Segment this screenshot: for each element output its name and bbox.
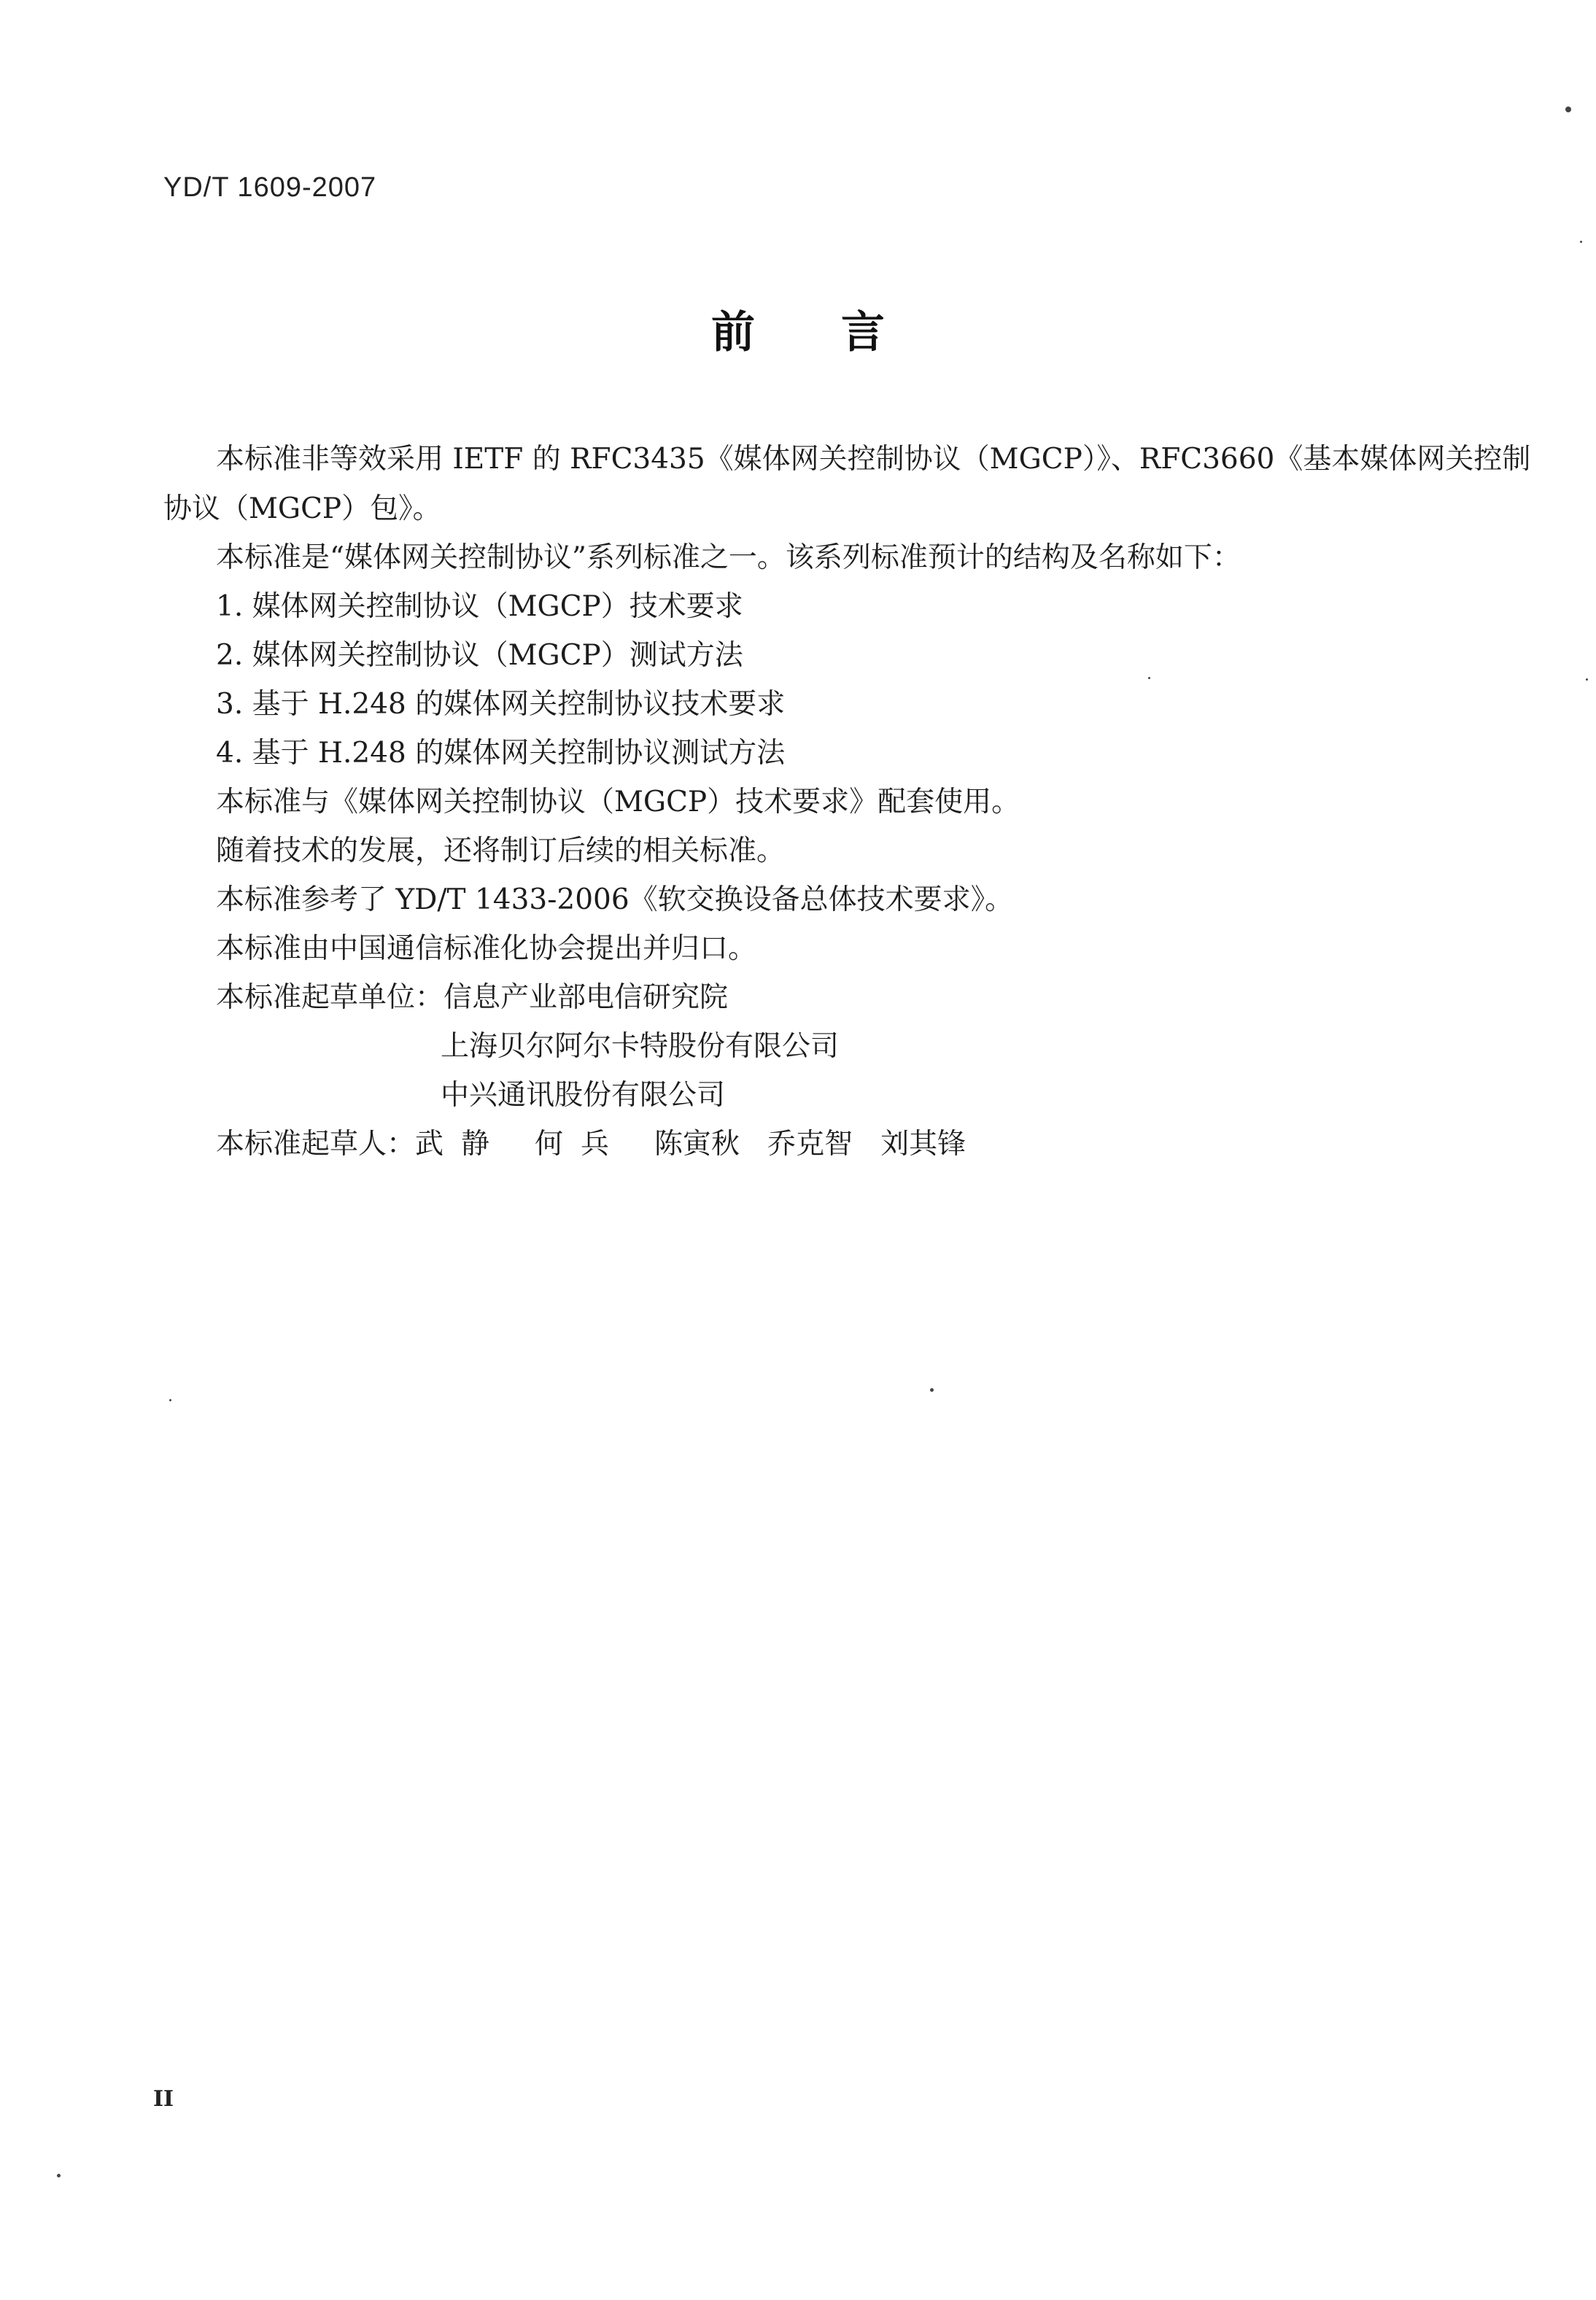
intro-paragraph-line-1: 本标准非等效采用 IETF 的 RFC3435《媒体网关控制协议（MGCP）》、RFC3660《基本媒体网关控制	[216, 443, 1531, 476]
drafters-label: 本标准起草人：	[216, 1128, 416, 1161]
drafting-units-label: 本标准起草单位：	[216, 981, 444, 1014]
drafting-units-line	[216, 976, 728, 1020]
page-number: II	[153, 2086, 174, 2112]
scan-speck	[1586, 678, 1588, 681]
drafter-name: 武静	[415, 1128, 508, 1161]
future-statement: 随着技术的发展，还将制订后续的相关标准。	[216, 835, 786, 867]
scan-speck	[1580, 241, 1582, 243]
series-item-4: 4. 基于 H.248 的媒体网关控制协议测试方法	[216, 737, 786, 770]
intro-paragraph-line-2: 协议（MGCP）包》。	[163, 492, 441, 525]
series-item-1: 1. 媒体网关控制协议（MGCP）技术要求	[216, 590, 743, 623]
drafter-name: 乔克智	[767, 1128, 853, 1161]
drafting-unit-2: 上海贝尔阿尔卡特股份有限公司	[441, 1030, 840, 1063]
series-intro: 本标准是“媒体网关控制协议”系列标准之一。该系列标准预计的结构及名称如下：	[216, 541, 1241, 574]
series-item-3: 3. 基于 H.248 的媒体网关控制协议技术要求	[216, 688, 786, 721]
proposer-statement: 本标准由中国通信标准化协会提出并归口。	[216, 932, 757, 965]
scan-speck	[1148, 677, 1150, 679]
drafting-unit-3: 中兴通讯股份有限公司	[441, 1079, 726, 1112]
drafters-line	[216, 1123, 993, 1166]
page-title: 前言	[711, 307, 971, 358]
scan-speck	[930, 1388, 934, 1392]
drafter-name: 陈寅秋	[654, 1128, 740, 1161]
document-code: YD/T 1609-2007	[163, 172, 377, 203]
scan-speck	[57, 2174, 61, 2177]
companion-statement: 本标准与《媒体网关控制协议（MGCP）技术要求》配套使用。	[216, 786, 1020, 818]
series-item-2: 2. 媒体网关控制协议（MGCP）测试方法	[216, 639, 743, 672]
reference-statement: 本标准参考了 YD/T 1433-2006《软交换设备总体技术要求》。	[216, 883, 1014, 916]
drafter-name: 刘其锋	[880, 1128, 966, 1161]
scan-speck	[1565, 107, 1571, 112]
drafting-unit-1: 信息产业部电信研究院	[443, 981, 729, 1014]
scan-speck	[169, 1399, 171, 1401]
drafter-name: 何兵	[535, 1128, 627, 1161]
